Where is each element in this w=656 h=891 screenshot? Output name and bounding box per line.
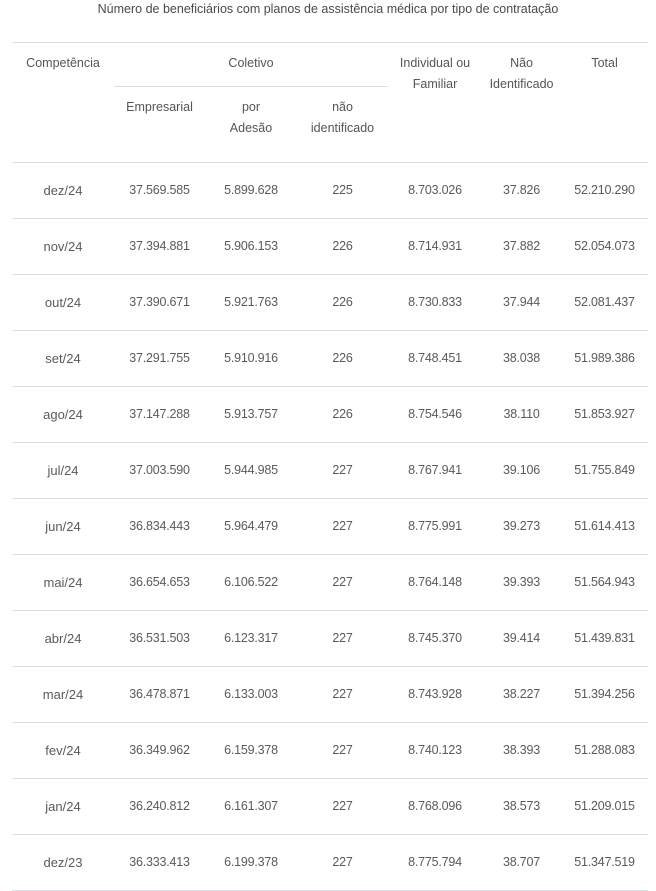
cell-nao-identificado-top: 38.038 xyxy=(482,330,561,386)
cell-individual: 8.745.370 xyxy=(388,610,482,666)
table-row xyxy=(12,834,648,890)
cell-por-adesao: 5.921.763 xyxy=(205,274,297,330)
header-row-top xyxy=(12,42,648,86)
cell-por-adesao: 6.106.522 xyxy=(205,554,297,610)
cell-total: 52.210.290 xyxy=(561,162,648,218)
cell-nao-identificado: 227 xyxy=(297,722,388,778)
cell-empresarial: 36.333.413 xyxy=(114,834,205,890)
cell-nao-identificado-top: 37.826 xyxy=(482,162,561,218)
table-row xyxy=(12,330,648,386)
cell-nao-identificado: 227 xyxy=(297,442,388,498)
cell-nao-identificado: 226 xyxy=(297,386,388,442)
cell-competencia: abr/24 xyxy=(12,610,114,666)
cell-empresarial: 36.834.443 xyxy=(114,498,205,554)
cell-nao-identificado-top: 38.573 xyxy=(482,778,561,834)
cell-por-adesao: 6.199.378 xyxy=(205,834,297,890)
cell-empresarial: 36.654.653 xyxy=(114,554,205,610)
cell-competencia: jan/24 xyxy=(12,778,114,834)
cell-nao-identificado: 227 xyxy=(297,498,388,554)
header-competencia: Competência xyxy=(12,42,114,162)
cell-total: 52.081.437 xyxy=(561,274,648,330)
table-row xyxy=(12,274,648,330)
cell-nao-identificado-top: 39.273 xyxy=(482,498,561,554)
cell-por-adesao: 5.899.628 xyxy=(205,162,297,218)
cell-individual: 8.768.096 xyxy=(388,778,482,834)
cell-nao-identificado: 227 xyxy=(297,666,388,722)
table-row xyxy=(12,162,648,218)
cell-individual: 8.714.931 xyxy=(388,218,482,274)
cell-nao-identificado: 227 xyxy=(297,778,388,834)
cell-individual: 8.730.833 xyxy=(388,274,482,330)
cell-total: 51.347.519 xyxy=(561,834,648,890)
cell-competencia: out/24 xyxy=(12,274,114,330)
cell-competencia: fev/24 xyxy=(12,722,114,778)
header-nao-identificado: não identificado xyxy=(297,86,388,162)
cell-nao-identificado-top: 39.414 xyxy=(482,610,561,666)
table-header xyxy=(12,42,648,162)
table-row xyxy=(12,722,648,778)
table-row xyxy=(12,386,648,442)
cell-empresarial: 36.531.503 xyxy=(114,610,205,666)
cell-empresarial: 37.003.590 xyxy=(114,442,205,498)
table-row xyxy=(12,554,648,610)
cell-por-adesao: 6.161.307 xyxy=(205,778,297,834)
cell-individual: 8.743.928 xyxy=(388,666,482,722)
cell-empresarial: 36.478.871 xyxy=(114,666,205,722)
cell-individual: 8.775.991 xyxy=(388,498,482,554)
cell-individual: 8.767.941 xyxy=(388,442,482,498)
cell-total: 51.755.849 xyxy=(561,442,648,498)
cell-empresarial: 37.569.585 xyxy=(114,162,205,218)
cell-empresarial: 36.240.812 xyxy=(114,778,205,834)
cell-por-adesao: 5.910.916 xyxy=(205,330,297,386)
cell-por-adesao: 6.133.003 xyxy=(205,666,297,722)
cell-total: 51.614.413 xyxy=(561,498,648,554)
cell-nao-identificado: 226 xyxy=(297,330,388,386)
cell-competencia: jul/24 xyxy=(12,442,114,498)
cell-por-adesao: 5.964.479 xyxy=(205,498,297,554)
cell-competencia: mai/24 xyxy=(12,554,114,610)
cell-nao-identificado-top: 38.393 xyxy=(482,722,561,778)
header-por-adesao: por Adesão xyxy=(205,86,297,162)
cell-competencia: dez/23 xyxy=(12,834,114,890)
cell-competencia: dez/24 xyxy=(12,162,114,218)
cell-por-adesao: 6.123.317 xyxy=(205,610,297,666)
cell-individual: 8.775.794 xyxy=(388,834,482,890)
table-row xyxy=(12,666,648,722)
cell-nao-identificado-top: 37.882 xyxy=(482,218,561,274)
cell-empresarial: 37.147.288 xyxy=(114,386,205,442)
cell-individual: 8.764.148 xyxy=(388,554,482,610)
cell-por-adesao: 6.159.378 xyxy=(205,722,297,778)
cell-competencia: nov/24 xyxy=(12,218,114,274)
cell-nao-identificado: 227 xyxy=(297,554,388,610)
cell-total: 51.288.083 xyxy=(561,722,648,778)
cell-total: 51.989.386 xyxy=(561,330,648,386)
cell-nao-identificado: 226 xyxy=(297,274,388,330)
cell-nao-identificado-top: 39.393 xyxy=(482,554,561,610)
table-row xyxy=(12,610,648,666)
cell-total: 51.439.831 xyxy=(561,610,648,666)
cell-competencia: set/24 xyxy=(12,330,114,386)
cell-nao-identificado: 227 xyxy=(297,834,388,890)
cell-individual: 8.740.123 xyxy=(388,722,482,778)
cell-total: 52.054.073 xyxy=(561,218,648,274)
beneficiaries-table xyxy=(12,42,648,891)
cell-por-adesao: 5.944.985 xyxy=(205,442,297,498)
cell-nao-identificado: 225 xyxy=(297,162,388,218)
cell-empresarial: 37.291.755 xyxy=(114,330,205,386)
table-row xyxy=(12,218,648,274)
table-row xyxy=(12,498,648,554)
table-body xyxy=(12,162,648,890)
cell-empresarial: 37.390.671 xyxy=(114,274,205,330)
cell-empresarial: 36.349.962 xyxy=(114,722,205,778)
cell-nao-identificado: 227 xyxy=(297,610,388,666)
cell-nao-identificado-top: 38.110 xyxy=(482,386,561,442)
cell-por-adesao: 5.906.153 xyxy=(205,218,297,274)
cell-individual: 8.703.026 xyxy=(388,162,482,218)
header-nao-identificado-top: Não Identificado xyxy=(482,42,561,162)
cell-nao-identificado-top: 37.944 xyxy=(482,274,561,330)
cell-individual: 8.754.546 xyxy=(388,386,482,442)
cell-nao-identificado-top: 39.106 xyxy=(482,442,561,498)
cell-total: 51.564.943 xyxy=(561,554,648,610)
cell-empresarial: 37.394.881 xyxy=(114,218,205,274)
cell-individual: 8.748.451 xyxy=(388,330,482,386)
table-row xyxy=(12,778,648,834)
cell-competencia: mar/24 xyxy=(12,666,114,722)
cell-total: 51.209.015 xyxy=(561,778,648,834)
cell-nao-identificado-top: 38.707 xyxy=(482,834,561,890)
header-coletivo: Coletivo xyxy=(114,42,388,86)
cell-por-adesao: 5.913.757 xyxy=(205,386,297,442)
header-empresarial: Empresarial xyxy=(114,86,205,162)
table-caption: Número de beneficiários com planos de assistência médica por tipo de contratação xyxy=(97,2,559,16)
cell-total: 51.394.256 xyxy=(561,666,648,722)
cell-nao-identificado: 226 xyxy=(297,218,388,274)
table-row xyxy=(12,442,648,498)
cell-competencia: jun/24 xyxy=(12,498,114,554)
header-individual: Individual ou Familiar xyxy=(388,42,482,162)
cell-competencia: ago/24 xyxy=(12,386,114,442)
header-total: Total xyxy=(561,42,648,162)
cell-total: 51.853.927 xyxy=(561,386,648,442)
cell-nao-identificado-top: 38.227 xyxy=(482,666,561,722)
